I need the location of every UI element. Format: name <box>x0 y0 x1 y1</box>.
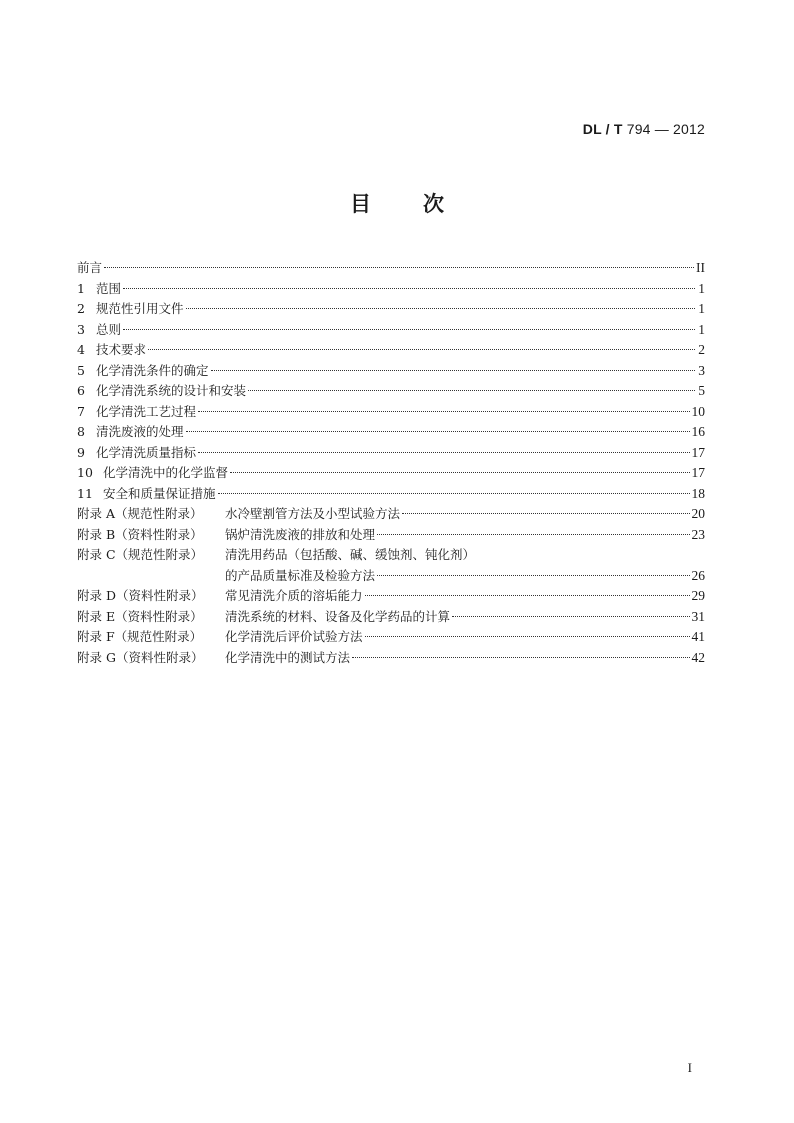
toc-label: 清洗用药品（包括酸、碱、缓蚀剂、钝化剂） <box>225 547 476 562</box>
dot-leader <box>365 595 690 596</box>
dot-leader <box>402 513 689 514</box>
dot-leader <box>377 534 689 535</box>
toc-num: 9 <box>77 444 85 460</box>
toc-page: 10 <box>691 403 705 419</box>
toc-num: 6 <box>77 383 85 398</box>
dot-leader <box>365 636 690 637</box>
toc-entry-appendix-c[interactable] <box>77 545 705 566</box>
toc-label: 锅炉清洗废液的排放和处理 <box>225 526 376 542</box>
toc-entry-chapter[interactable] <box>77 279 705 300</box>
dot-leader <box>123 329 695 330</box>
appendix-prefix: 附录 B（资料性附录） <box>77 526 203 542</box>
dot-leader <box>248 390 695 391</box>
toc-entry-appendix-c-continued[interactable] <box>77 566 705 587</box>
toc-num: 7 <box>77 403 85 419</box>
toc-page: 2 <box>698 342 705 357</box>
toc-label: 清洗系统的材料、设备及化学药品的计算 <box>225 608 451 624</box>
toc-entry-chapter[interactable] <box>77 340 705 361</box>
appendix-prefix: 附录 D（资料性附录） <box>77 588 204 603</box>
toc-entry-chapter[interactable] <box>77 320 705 341</box>
appendix-prefix: 附录 E（资料性附录） <box>77 608 203 624</box>
dot-leader <box>198 452 689 453</box>
appendix-prefix: 附录 C（规范性附录） <box>77 547 204 562</box>
appendix-prefix: 附录 F（规范性附录） <box>77 629 203 644</box>
toc-entry-chapter[interactable] <box>77 299 705 320</box>
toc-page: 41 <box>691 629 705 644</box>
toc-label: 清洗废液的处理 <box>96 424 184 439</box>
toc-page: 26 <box>691 567 705 583</box>
toc-num: 3 <box>77 321 85 337</box>
toc-page: 17 <box>691 465 705 480</box>
toc-entry-chapter[interactable] <box>77 381 705 402</box>
toc-page: 1 <box>698 301 705 316</box>
dot-leader <box>104 267 694 268</box>
toc-num: 10 <box>77 465 93 480</box>
dot-leader <box>377 575 689 576</box>
toc-num: 2 <box>77 301 85 316</box>
title-char-1: 目 <box>350 192 371 216</box>
toc-page: 5 <box>698 383 705 398</box>
toc-label: 化学清洗条件的确定 <box>96 362 209 378</box>
title-char-2: 次 <box>423 192 444 216</box>
toc-num: 11 <box>77 485 93 501</box>
toc-page: 1 <box>698 280 705 296</box>
toc-label: 化学清洗工艺过程 <box>96 403 197 419</box>
toc-num: 8 <box>77 424 85 439</box>
toc-label: 前言 <box>77 260 103 275</box>
toc-num: 1 <box>77 280 85 296</box>
toc-label: 的产品质量标准及检验方法 <box>225 567 376 583</box>
toc-label: 化学清洗质量指标 <box>96 444 197 460</box>
dot-leader <box>218 493 690 494</box>
toc-label: 化学清洗系统的设计和安装 <box>96 383 247 398</box>
toc-label: 规范性引用文件 <box>96 301 184 316</box>
toc-page: 29 <box>691 588 705 603</box>
toc-label: 化学清洗中的化学监督 <box>103 465 229 480</box>
appendix-prefix: 附录 A（规范性附录） <box>77 506 203 521</box>
toc-entry-appendix-d[interactable] <box>77 586 705 607</box>
toc-page: 17 <box>691 444 705 460</box>
standard-code <box>583 121 705 137</box>
toc-entry-appendix-g[interactable] <box>77 648 705 669</box>
toc-entry-appendix-a[interactable] <box>77 504 705 525</box>
toc-entry-appendix-e[interactable] <box>77 607 705 628</box>
dot-leader <box>211 370 695 371</box>
toc-entry-appendix-b[interactable] <box>77 525 705 546</box>
toc-label: 常见清洗介质的溶垢能力 <box>225 588 363 603</box>
toc-page: 3 <box>698 362 705 378</box>
toc-page: 18 <box>691 485 705 501</box>
toc-page: 42 <box>691 649 705 665</box>
toc-label: 范围 <box>96 280 122 296</box>
toc-label: 技术要求 <box>96 342 147 357</box>
toc-entry-chapter[interactable] <box>77 443 705 464</box>
table-of-contents <box>77 258 705 668</box>
standard-prefix: DL / T <box>582 121 623 137</box>
toc-page: 23 <box>691 526 705 542</box>
dot-leader <box>230 472 689 473</box>
dot-leader <box>452 616 689 617</box>
toc-page: 20 <box>691 506 705 521</box>
toc-entry-chapter[interactable] <box>77 402 705 423</box>
toc-label: 水冷壁割管方法及小型试验方法 <box>225 506 401 521</box>
dot-leader <box>186 431 690 432</box>
toc-page: 16 <box>691 424 705 439</box>
toc-num: 5 <box>77 362 85 378</box>
toc-num: 4 <box>77 342 85 357</box>
toc-entry-chapter[interactable] <box>77 361 705 382</box>
toc-page: 1 <box>698 321 705 337</box>
page-title <box>0 188 794 218</box>
dot-leader <box>352 657 689 658</box>
toc-entry-chapter[interactable] <box>77 484 705 505</box>
toc-label: 总则 <box>96 321 122 337</box>
toc-entry-preface[interactable] <box>77 258 705 279</box>
toc-entry-chapter[interactable] <box>77 463 705 484</box>
page-folio: I <box>687 1060 692 1075</box>
toc-page: II <box>696 260 705 275</box>
dot-leader <box>186 308 695 309</box>
toc-entry-appendix-f[interactable] <box>77 627 705 648</box>
dot-leader <box>198 411 689 412</box>
toc-page: 31 <box>691 608 705 624</box>
dot-leader <box>123 288 695 289</box>
standard-number: 794 — 2012 <box>626 121 705 137</box>
toc-label: 化学清洗后评价试验方法 <box>225 629 363 644</box>
toc-label: 化学清洗中的测试方法 <box>225 649 351 665</box>
dot-leader <box>148 349 695 350</box>
toc-label: 安全和质量保证措施 <box>103 485 216 501</box>
appendix-prefix: 附录 G（资料性附录） <box>77 649 204 665</box>
toc-entry-chapter[interactable] <box>77 422 705 443</box>
